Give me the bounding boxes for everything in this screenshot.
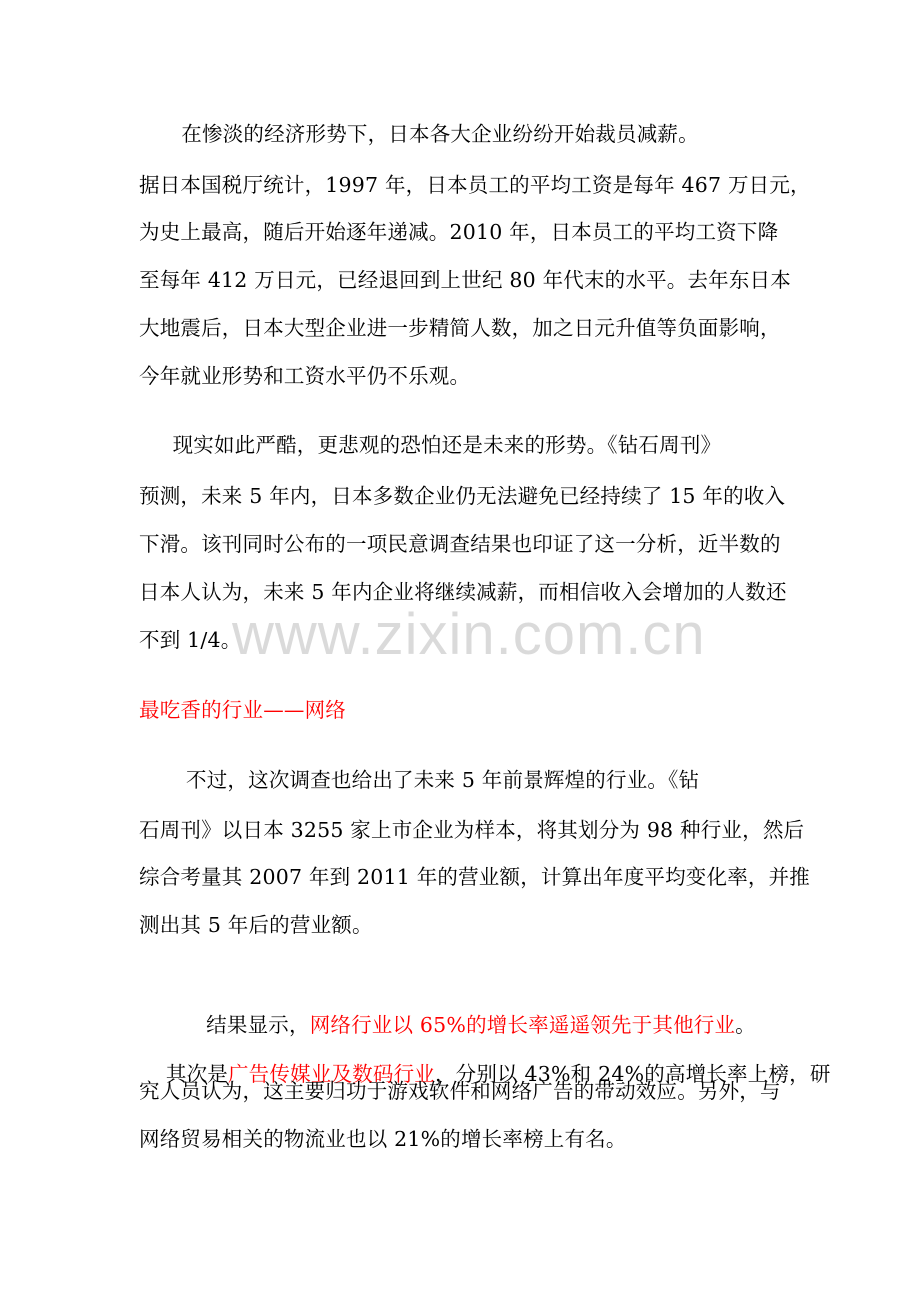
paragraph-2-line-2: 预测，未来 5 年内，日本多数企业仍无法避免已经持续了 15 年的收入 bbox=[139, 484, 786, 508]
paragraph-4-line-1-end: 。 bbox=[735, 1013, 756, 1037]
watermark-text: www.zixin.com.cn bbox=[232, 602, 706, 667]
paragraph-3-line-4: 测出其 5 年后的营业额。 bbox=[139, 913, 373, 937]
paragraph-4-line-2-text: 其次是 bbox=[165, 1062, 228, 1086]
paragraph-1-line-1: 在惨淡的经济形势下，日本各大企业纷纷开始裁员减薪。 bbox=[141, 122, 699, 146]
paragraph-4-line-3: 究人员认为，这主要归功于游戏软件和网络广告的带动效应。另外，与 bbox=[139, 1079, 781, 1103]
paragraph-3-line-3: 综合考量其 2007 年到 2011 年的营业额，计算出年度平均变化率，并推 bbox=[139, 865, 811, 889]
paragraph-2-line-3: 下滑。该刊同时公布的一项民意调查结果也印证了这一分析，近半数的 bbox=[139, 532, 781, 556]
paragraph-1-line-5: 大地震后，日本大型企业进一步精简人数，加之日元升值等负面影响， bbox=[139, 316, 781, 340]
paragraph-2-line-4: 日本人认为，未来 5 年内企业将继续减薪，而相信收入会增加的人数还 bbox=[139, 580, 787, 604]
paragraph-1-line-3: 为史上最高，随后开始逐年递减。2010 年，日本员工的平均工资下降 bbox=[139, 220, 779, 244]
paragraph-2-line-1: 现实如此严酷，更悲观的恐怕还是未来的形势。《钻石周刊》 bbox=[139, 433, 722, 457]
highlight-advertising-digital: 广告传媒业及数码行业 bbox=[227, 1062, 435, 1086]
paragraph-1-line-4: 至每年 412 万日元，已经退回到上世纪 80 年代末的水平。去年东日本 bbox=[139, 268, 791, 292]
paragraph-4-line-4: 网络贸易相关的物流业也以 21%的增长率榜上有名。 bbox=[139, 1127, 627, 1151]
highlight-network-industry: 网络行业以 65%的增长率遥遥领先于其他行业 bbox=[309, 1013, 736, 1037]
paragraph-4-line-1-text: 结果显示， bbox=[165, 1013, 310, 1037]
section-heading: 最吃香的行业——网络 bbox=[139, 698, 346, 722]
paragraph-4-line-2-rest: ，分别以 43%和 24%的高增长率上榜，研 bbox=[434, 1062, 831, 1086]
paragraph-2-line-5: 不到 1/4。 bbox=[139, 628, 242, 652]
paragraph-1-line-2: 据日本国税厅统计，1997 年，日本员工的平均工资是每年 467 万日元， bbox=[139, 173, 811, 197]
paragraph-3-line-2: 石周刊》以日本 3255 家上市企业为样本，将其划分为 98 种行业，然后 bbox=[139, 818, 805, 842]
paragraph-3-line-1: 不过，这次调查也给出了未来 5 年前景辉煌的行业。《钻 bbox=[139, 768, 700, 792]
paragraph-1-line-6: 今年就业形势和工资水平仍不乐观。 bbox=[139, 364, 471, 388]
